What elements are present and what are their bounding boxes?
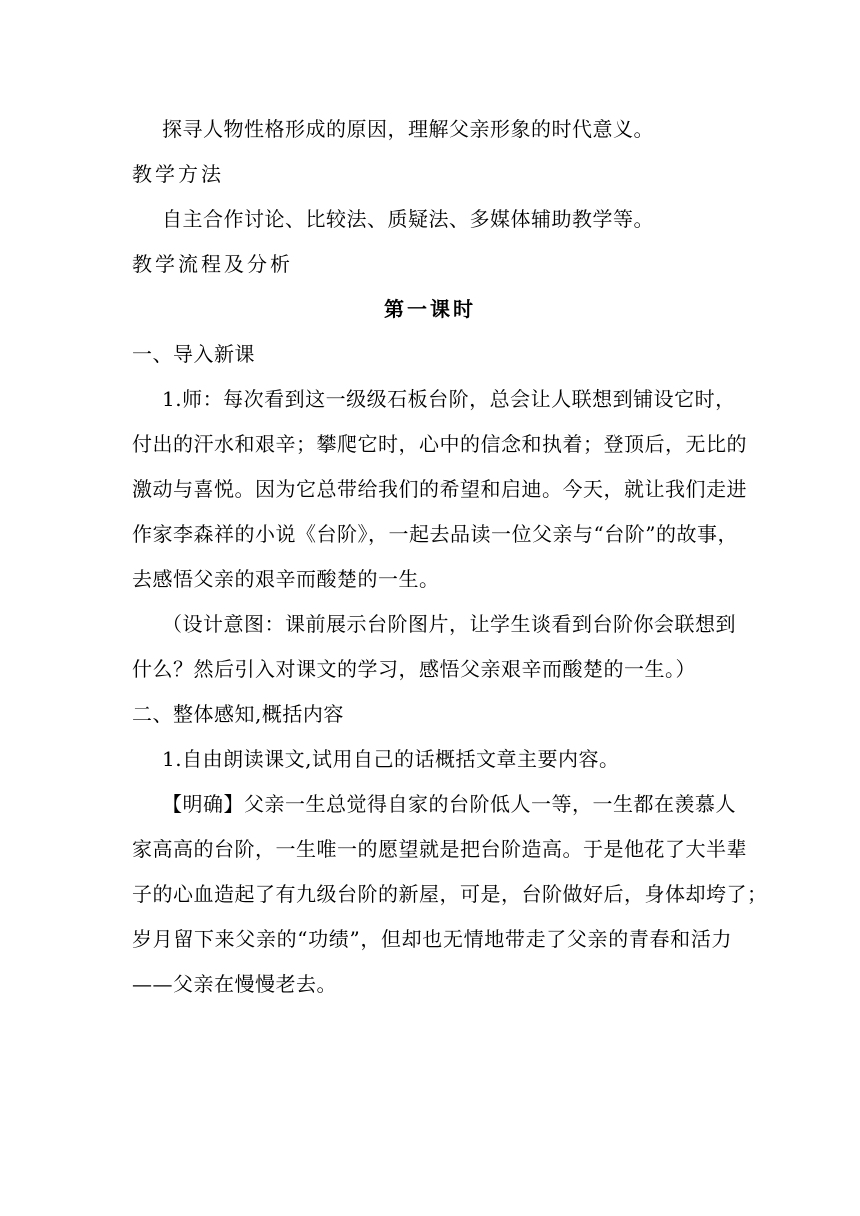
methods-text: 自主合作讨论、比较法、质疑法、多媒体辅助教学等。 — [162, 207, 654, 231]
lesson-title: 第一课时 — [384, 297, 476, 321]
answer-line: 【明确】父亲一生总觉得自家的台阶低人一等，一生都在羡慕人 — [162, 792, 736, 816]
section1-para1-line: 作家李森祥的小说《台阶》，一起去品读一位父亲与“台阶”的故事， — [132, 522, 738, 546]
section2-item1: 1.自由朗读课文,试用自己的话概括文章主要内容。 — [162, 747, 620, 771]
methods-heading: 教学方法 — [132, 162, 224, 186]
objective-line: 探寻人物性格形成的原因，理解父亲形象的时代意义。 — [162, 117, 654, 141]
section1-para1-line: 去感悟父亲的艰辛而酸楚的一生。 — [132, 567, 440, 591]
section1-para1-line: 激动与喜悦。因为它总带给我们的希望和启迪。今天，就让我们走进 — [132, 477, 747, 501]
design-intent-line: 什么？然后引入对课文的学习，感悟父亲艰辛而酸楚的一生。） — [132, 657, 696, 681]
section1-para1-line: 付出的汗水和艰辛；攀爬它时，心中的信念和执着；登顶后，无比的 — [132, 432, 747, 456]
flow-heading: 教学流程及分析 — [132, 252, 293, 276]
answer-line: 岁月留下来父亲的“功绩”，但却也无情地带走了父亲的青春和活力 — [132, 927, 732, 951]
section1-para1-line: 1.师：每次看到这一级级石板台阶，总会让人联想到铺设它时， — [162, 387, 736, 411]
answer-line: ——父亲在慢慢老去。 — [132, 972, 337, 996]
section2-heading: 二、整体感知,概括内容 — [132, 702, 344, 726]
answer-line: 家高高的台阶，一生唯一的愿望就是把台阶造高。于是他花了大半辈 — [132, 837, 747, 861]
design-intent-line: （设计意图：课前展示台阶图片，让学生谈看到台阶你会联想到 — [162, 612, 736, 636]
answer-line: 子的心血造起了有九级台阶的新屋，可是，台阶做好后，身体却垮了； — [132, 882, 768, 906]
section1-heading: 一、导入新课 — [132, 342, 255, 366]
